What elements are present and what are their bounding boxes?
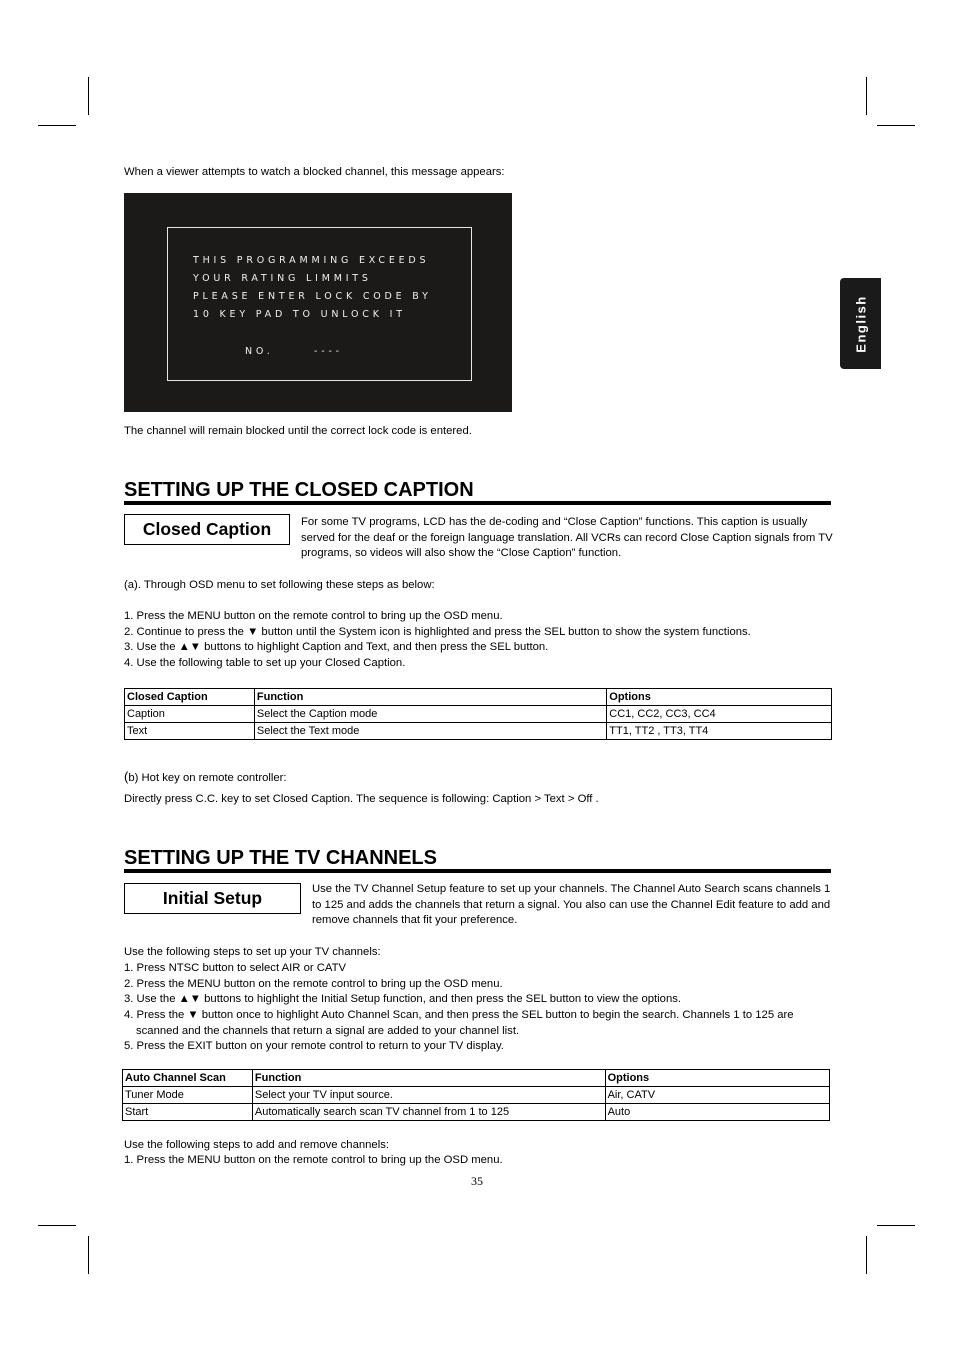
edit-steps-intro: Use the following steps to add and remove channels:: [124, 1139, 390, 1151]
message-frame: [167, 227, 472, 381]
table-header-cell: Options: [605, 1070, 829, 1087]
section-heading-tv-channels: SETTING UP THE TV CHANNELS: [124, 847, 437, 869]
page-number: 35: [471, 1174, 483, 1188]
table-row: [125, 706, 832, 723]
table-header-cell: Function: [254, 689, 606, 706]
hotkey-instruction: Directly press C.C. key to set Closed Caption. The sequence is following: Caption > Text > Off .: [124, 793, 599, 805]
table-cell: Automatically search scan TV channel from 1 to 125: [252, 1104, 605, 1121]
initial-setup-description: Use the TV Channel Setup feature to set up your channels. The Channel Auto Search scans channels 1 to 125 and adds the channels that return a signal. You also can use the Channel Edit feature to add and remove channels that fit your preference.: [312, 883, 831, 927]
cc-step-1: 1. Press the MENU button on the remote control to bring up the OSD menu.: [124, 610, 503, 622]
crop-mark: [866, 77, 867, 115]
message-line-4: 10 KEY PAD TO UNLOCK IT: [193, 309, 406, 320]
table-cell: Start: [123, 1104, 253, 1121]
table-cell: TT1, TT2 , TT3, TT4: [607, 723, 832, 740]
table-cell: Select your TV input source.: [252, 1087, 605, 1104]
table-cell: Air, CATV: [605, 1087, 829, 1104]
table-row: [125, 723, 832, 740]
table-header-cell: Closed Caption: [125, 689, 255, 706]
table-header-row: [125, 689, 832, 706]
table-header-cell: Options: [607, 689, 832, 706]
closed-caption-box-title: Closed Caption: [124, 514, 290, 545]
heading-rule: [124, 869, 831, 873]
step-b-text: b) Hot key on remote controller:: [128, 772, 287, 784]
table-header-cell: Auto Channel Scan: [123, 1070, 253, 1087]
message-line-2: YOUR RATING LIMMITS: [193, 273, 372, 284]
language-tab-label: English: [853, 294, 868, 353]
tv-step-3: 3. Use the ▲▼ buttons to highlight the Initial Setup function, and then press the SEL button to view the options.: [124, 993, 682, 1005]
crop-mark: [88, 1236, 89, 1274]
table-header-row: [123, 1070, 830, 1087]
closed-caption-description: For some TV programs, LCD has the de-coding and “Close Caption” functions. This caption is usually served for the deaf or the foreign language translation. All VCRs can record Close Caption signals from TV programs, so videos will also show the “Close Caption” function.: [301, 516, 833, 560]
crop-mark: [38, 125, 76, 126]
crop-mark: [866, 1236, 867, 1274]
heading-rule: [124, 501, 831, 505]
edit-step-1: 1. Press the MENU button on the remote control to bring up the OSD menu.: [124, 1154, 503, 1166]
table-cell: Text: [125, 723, 255, 740]
crop-mark: [877, 1225, 915, 1226]
language-tab: [840, 278, 881, 369]
crop-mark: [38, 1225, 76, 1226]
blocked-note: The channel will remain blocked until the correct lock code is entered.: [124, 425, 472, 437]
step-a-heading: (a). Through OSD menu to set following these steps as below:: [124, 579, 435, 591]
blocked-channel-screen: [124, 193, 512, 412]
step-b-paren: (: [124, 769, 129, 784]
table-row: [123, 1104, 830, 1121]
auto-channel-scan-table: [122, 1069, 830, 1121]
tv-steps-intro: Use the following steps to set up your TV channels:: [124, 946, 381, 958]
table-cell: Select the Caption mode: [254, 706, 606, 723]
closed-caption-table: [124, 688, 832, 740]
message-line-1: THIS PROGRAMMING EXCEEDS: [193, 255, 430, 266]
table-cell: Tuner Mode: [123, 1087, 253, 1104]
tv-step-4: 4. Press the ▼ button once to highlight Auto Channel Scan, and then press the SEL button to begin the search. Channels 1 to 125 are: [124, 1009, 794, 1021]
crop-mark: [877, 125, 915, 126]
tv-step-4-continued: scanned and the channels that return a signal are added to your channel list.: [136, 1025, 520, 1037]
table-cell: Caption: [125, 706, 255, 723]
step-b-heading: [124, 769, 287, 787]
section-heading-closed-caption: SETTING UP THE CLOSED CAPTION: [124, 479, 474, 501]
cc-step-2: 2. Continue to press the ▼ button until the System icon is highlighted and press the SEL button to show the system functions.: [124, 626, 751, 638]
tv-step-2: 2. Press the MENU button on the remote control to bring up the OSD menu.: [124, 978, 503, 990]
cc-step-3: 3. Use the ▲▼ buttons to highlight Caption and Text, and then press the SEL button.: [124, 641, 549, 653]
table-cell: Select the Text mode: [254, 723, 606, 740]
table-row: [123, 1087, 830, 1104]
table-cell: Auto: [605, 1104, 829, 1121]
lock-code-label: NO.: [245, 346, 274, 357]
initial-setup-box-title: Initial Setup: [124, 883, 301, 914]
tv-step-1: 1. Press NTSC button to select AIR or CATV: [124, 962, 347, 974]
table-header-cell: Function: [252, 1070, 605, 1087]
table-cell: CC1, CC2, CC3, CC4: [607, 706, 832, 723]
tv-step-5: 5. Press the EXIT button on your remote control to return to your TV display.: [124, 1040, 504, 1052]
lock-code-placeholder: ----: [314, 346, 343, 357]
message-line-3: PLEASE ENTER LOCK CODE BY: [193, 291, 432, 302]
cc-step-4: 4. Use the following table to set up your Closed Caption.: [124, 657, 406, 669]
intro-text: When a viewer attempts to watch a blocked channel, this message appears:: [124, 166, 505, 178]
crop-mark: [88, 77, 89, 115]
